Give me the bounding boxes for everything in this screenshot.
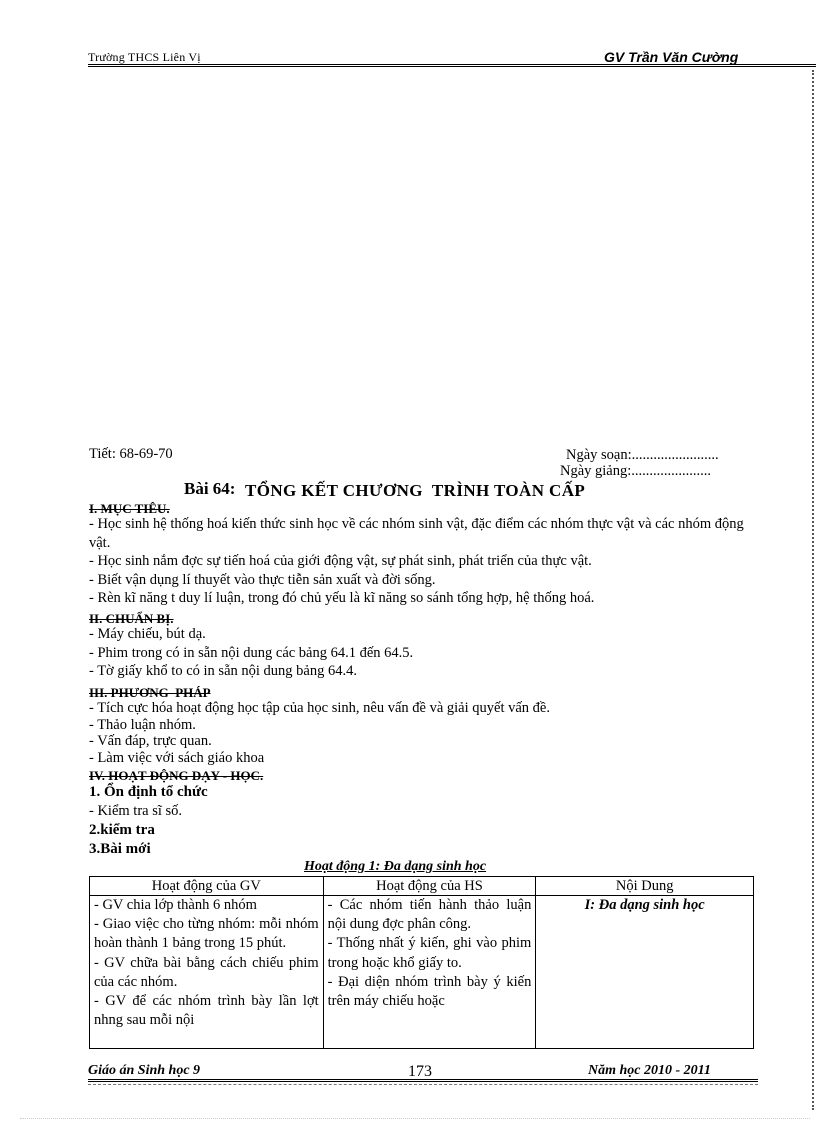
gv-item: - Giao việc cho từng nhóm: mỗi nhóm hoàn thành 1 bảng trong 15 phút. — [94, 916, 319, 952]
table-row — [90, 896, 754, 1049]
header-rule-2 — [88, 66, 816, 67]
footer-dotted-rule — [88, 1084, 758, 1085]
section-methods-heading: III. PHƯƠNG PHÁP — [89, 685, 211, 700]
page-bottom-border — [20, 1118, 810, 1119]
hs-item: - Đại diện nhóm trình bày ý kiến trên máy chiếu hoặc — [327, 973, 532, 1010]
col-header-hs: Hoạt động của HS — [323, 877, 536, 896]
step-2: 2.kiểm tra — [89, 822, 155, 838]
hs-item: - Các nhóm tiến hành thảo luận nội dung đợc phân công. — [327, 897, 532, 933]
preparation-item: - Phim trong có in sẵn nội dung các bảng 64.1 đến 64.5. — [89, 644, 414, 661]
header-rule — [88, 64, 816, 65]
step-1-item: - Kiểm tra sĩ số. — [89, 803, 183, 819]
hs-cell — [323, 896, 536, 1049]
gv-item: - GV chữa bài bằng cách chiếu phim của các nhóm. — [94, 954, 319, 990]
objective-item: - Rèn kĩ năng t duy lí luận, trong đó chủ yếu là kĩ năng so sánh tổng hợp, hệ thống hoá. — [89, 590, 595, 606]
method-item: - Tích cực hóa hoạt động học tập của học sinh, nêu vấn đề và giải quyết vấn đề. — [89, 700, 550, 716]
col-header-content: Nội Dung — [536, 877, 754, 896]
page-number: 173 — [408, 1063, 432, 1080]
footer-rule — [88, 1079, 758, 1080]
footer-year: Năm học 2010 - 2011 — [588, 1063, 711, 1078]
gv-cell — [90, 896, 324, 1049]
method-item: - Thảo luận nhóm. — [89, 716, 196, 733]
footer-subject: Giáo án Sinh học 9 — [88, 1063, 201, 1078]
method-item: - Vấn đáp, trực quan. — [89, 733, 212, 749]
header-teacher: GV Trần Văn Cường — [604, 49, 739, 65]
section-activities-heading: IV. HOẠT ĐỘNG DẠY - HỌC. — [89, 768, 264, 783]
step-3: 3.Bài mới — [89, 841, 151, 857]
period-label: Tiết: 68-69-70 — [89, 446, 173, 462]
lesson-title: TỔNG KẾT CHƯƠNG TRÌNH TOÀN CẤP — [245, 481, 586, 500]
content-item: I: Đa dạng sinh học — [584, 897, 705, 913]
footer-rule-2 — [88, 1081, 758, 1082]
objectives-list — [89, 515, 757, 608]
margin-marks — [812, 70, 816, 1110]
hs-item: - Thống nhất ý kiến, ghi vào phim trong hoặc khổ giấy to. — [327, 935, 532, 971]
table-caption: Hoạt động 1: Đa dạng sinh học — [304, 859, 487, 874]
section-objectives-heading: I. MỤC TIÊU. — [89, 501, 170, 516]
gv-item: - GV chia lớp thành 6 nhóm — [94, 897, 257, 913]
table-header-row — [90, 877, 754, 896]
objective-item: - Biết vận dụng lí thuyết vào thực tiễn sản xuất và đời sống. — [89, 571, 436, 588]
objective-item: - Học sinh hệ thống hoá kiến thức sinh học về các nhóm sinh vật, đặc điểm các nhóm thực vật và các nhóm động vật. — [89, 516, 744, 551]
section-preparation-heading: II. CHUẨN BỊ. — [89, 611, 174, 626]
lesson-number: Bài 64: — [184, 479, 236, 498]
prep-date: Ngày soạn:........................ — [566, 447, 719, 463]
teach-date: Ngày giảng:...................... — [560, 463, 712, 479]
content-cell — [536, 896, 754, 1049]
activity-table — [89, 876, 754, 1049]
step-1: 1. Ổn định tổ chức — [89, 784, 208, 800]
preparation-list — [89, 625, 757, 681]
method-item: - Làm việc với sách giáo khoa — [89, 749, 265, 766]
preparation-item: - Tờ giấy khổ to có in sẵn nội dung bảng 64.4. — [89, 663, 357, 679]
gv-item: - GV để các nhóm trình bày lần lợt nhng sau mỗi nội — [94, 993, 319, 1029]
col-header-gv: Hoạt động của GV — [90, 877, 324, 896]
header-school: Trường THCS Liên Vị — [88, 50, 201, 64]
preparation-item: - Máy chiếu, bút dạ. — [89, 626, 206, 642]
objective-item: - Học sinh nắm đợc sự tiến hoá của giới động vật, sự phát sinh, phát triển của thực vật. — [89, 553, 592, 569]
methods-list — [89, 700, 757, 766]
